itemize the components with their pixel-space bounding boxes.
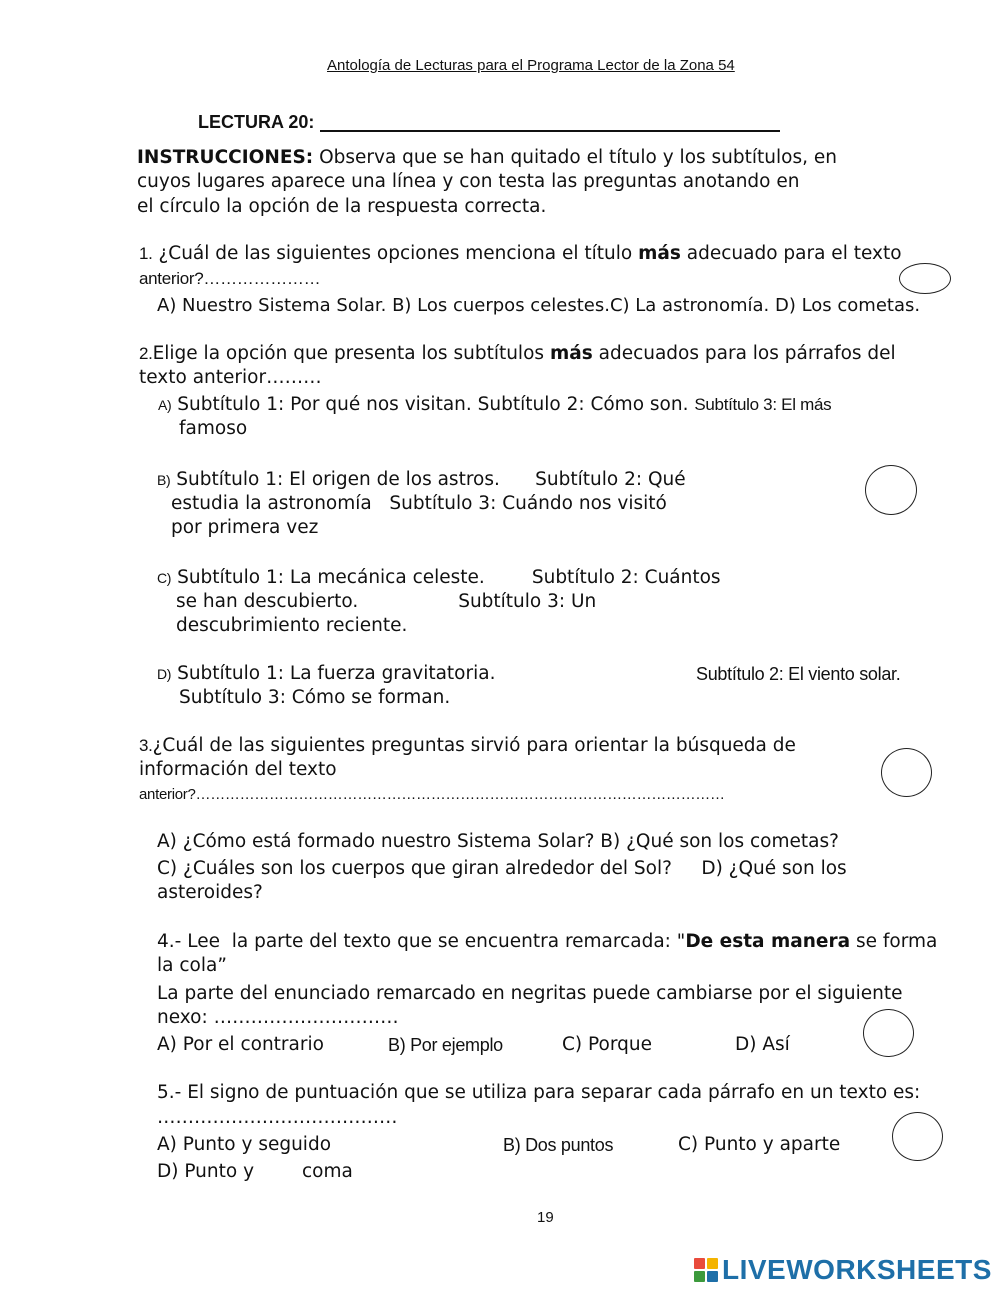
page-header: Antología de Lecturas para el Programa Lector de la Zona 54 xyxy=(327,57,735,74)
question-2-option-c-line-2: se han descubierto. Subtítulo 3: Un xyxy=(176,591,597,612)
question-2-text: 2.Elige la opción que presenta los subtítulos más adecuados para los párrafos del xyxy=(139,343,896,364)
question-3-options-line-2: C) ¿Cuáles son los cuerpos que giran alrededor del Sol? D) ¿Qué son los xyxy=(157,858,847,879)
question-5-option-d: D) Punto y xyxy=(157,1161,255,1182)
question-5-option-c: C) Punto y aparte xyxy=(678,1134,841,1155)
question-2-option-b: B) Subtítulo 1: El origen de los astros. Subtítulo 2: Qué xyxy=(157,469,686,490)
instructions-line-3: el círculo la opción de la respuesta correcta. xyxy=(137,196,547,217)
question-1-text: 1. ¿Cuál de las siguientes opciones menciona el título más adecuado para el texto xyxy=(139,243,902,264)
question-2-option-b-line-2: estudia la astronomía Subtítulo 3: Cuándo nos visitó xyxy=(171,493,667,514)
question-4-line-2: la cola” xyxy=(157,955,227,976)
question-4-line-3: La parte del enunciado remarcado en negritas puede cambiarse por el siguiente xyxy=(157,983,903,1004)
logo-squares-icon xyxy=(694,1258,718,1282)
reading-title: LECTURA 20: xyxy=(198,112,315,132)
question-3-line-2: información del texto xyxy=(139,759,337,780)
brand-text: LIVEWORKSHEETS xyxy=(722,1254,992,1285)
instructions-line-1: INSTRUCCIONES: Observa que se han quitado el título y los subtítulos, en xyxy=(137,147,837,168)
question-3-text: 3.¿Cuál de las siguientes preguntas sirvió para orientar la búsqueda de xyxy=(139,735,796,756)
question-5-line-2: ………………………………… xyxy=(157,1107,398,1128)
question-3-options-line-3: asteroides? xyxy=(157,882,263,903)
question-2-option-d-line-2: Subtítulo 3: Cómo se forman. xyxy=(179,687,451,708)
question-4-option-a: A) Por el contrario xyxy=(157,1034,324,1055)
question-4-option-b: B) Por ejemplo xyxy=(388,1035,503,1055)
instructions-line-2: cuyos lugares aparece una línea y con testa las preguntas anotando en xyxy=(137,171,800,192)
question-3-line-3: anterior?……………………………………………………………………………………………… xyxy=(139,786,725,803)
question-4-text: 4.- Lee la parte del texto que se encuentra remarcada: "De esta manera se forma xyxy=(157,931,938,952)
question-2-option-c: C) Subtítulo 1: La mecánica celeste. Subtítulo 2: Cuántos xyxy=(157,567,721,588)
answer-circle-4[interactable] xyxy=(863,1009,914,1057)
question-5-option-b: B) Dos puntos xyxy=(503,1135,614,1155)
question-5-option-d-line-2: coma xyxy=(302,1161,353,1182)
page-number: 19 xyxy=(537,1209,554,1226)
question-4-option-d: D) Así xyxy=(735,1034,790,1055)
instructions-label: INSTRUCCIONES: xyxy=(137,147,314,168)
question-2-option-b-line-3: por primera vez xyxy=(171,517,319,538)
answer-circle-1[interactable] xyxy=(899,263,951,294)
question-1-options: A) Nuestro Sistema Solar. B) Los cuerpos celestes.C) La astronomía. D) Los cometas. xyxy=(157,295,921,316)
question-5-text: 5.- El signo de puntuación que se utiliza para separar cada párrafo en un texto es: xyxy=(157,1082,921,1103)
question-2-option-a-line-2: famoso xyxy=(179,418,248,439)
question-5-option-a: A) Punto y seguido xyxy=(157,1134,332,1155)
answer-circle-3[interactable] xyxy=(881,748,932,797)
question-2-option-a: A) Subtítulo 1: Por qué nos visitan. Subtítulo 2: Cómo son. Subtítulo 3: El más xyxy=(158,394,832,415)
question-2-option-c-line-3: descubrimiento reciente. xyxy=(176,615,408,636)
answer-circle-2[interactable] xyxy=(865,465,917,515)
question-4-option-c: C) Porque xyxy=(562,1034,652,1055)
question-2-line-2: texto anterior……… xyxy=(139,367,322,388)
question-4-line-4: nexo: ………………………… xyxy=(157,1007,399,1028)
answer-circle-5[interactable] xyxy=(892,1112,943,1161)
question-3-options-line-1: A) ¿Cómo está formado nuestro Sistema Solar? B) ¿Qué son los cometas? xyxy=(157,831,839,852)
question-2-option-d-subtitle-2: Subtítulo 2: El viento solar. xyxy=(696,664,901,684)
liveworksheets-logo xyxy=(694,1254,992,1286)
question-2-option-d: D) Subtítulo 1: La fuerza gravitatoria. xyxy=(157,663,496,684)
title-blank-line xyxy=(320,130,780,132)
question-1-line-2: anterior?………………… xyxy=(139,269,321,288)
